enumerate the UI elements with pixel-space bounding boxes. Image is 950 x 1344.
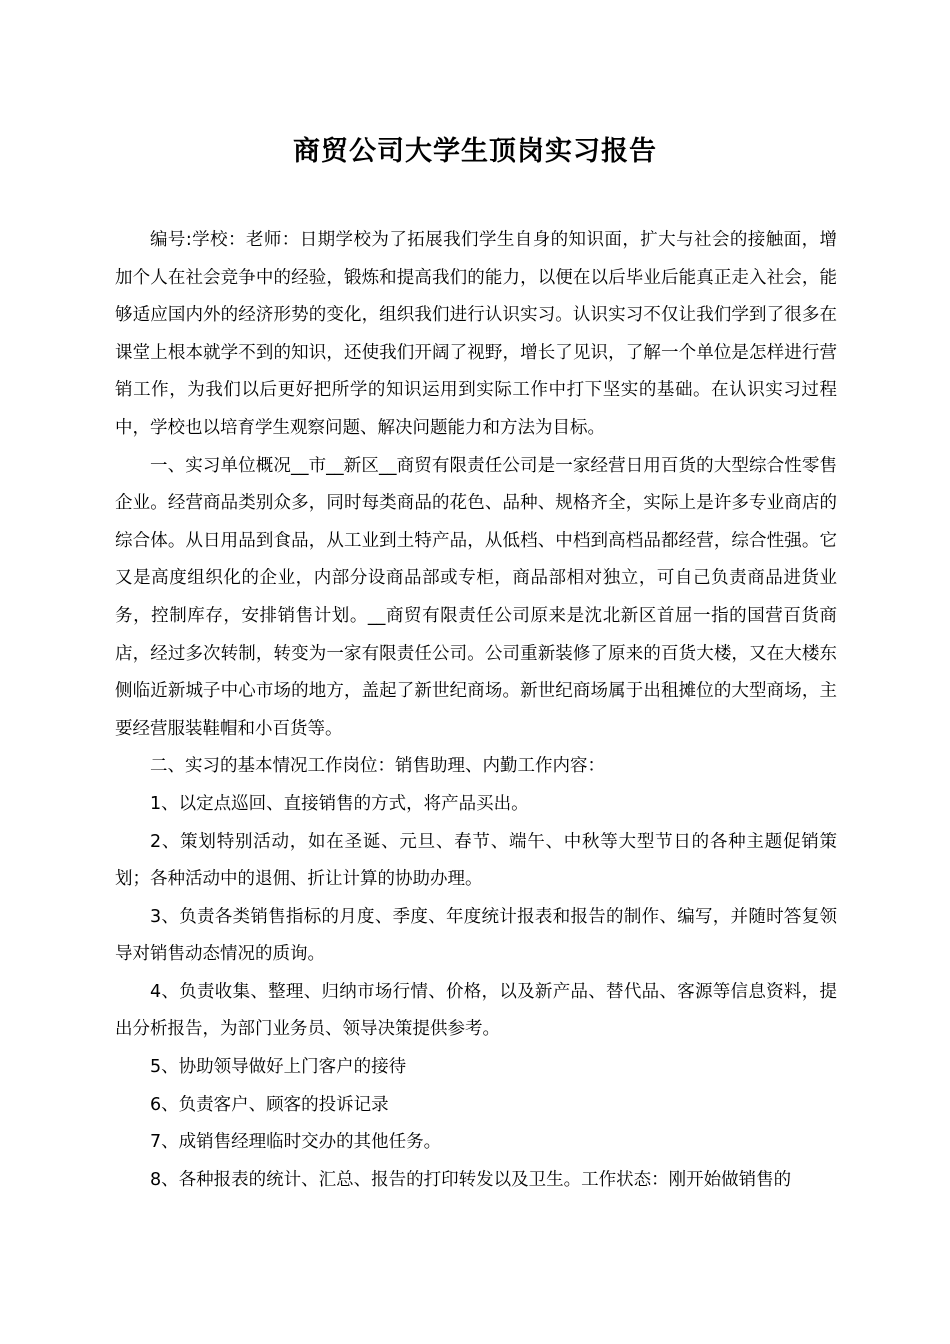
list-item-duty-7: 7、成销售经理临时交办的其他任务。	[150, 1132, 442, 1153]
list-item-duty-1: 1、以定点巡回、直接销售的方式，将产品买出。	[150, 793, 529, 814]
document-title: 商贸公司大学生顶岗实习报告	[293, 136, 657, 167]
paragraph-company-overview: 一、实习单位概况__市__新区__商贸有限责任公司是一家经营日用百货的大型综合性零售企业。经营商品类别众多，同时每类商品的花色、品种、规格齐全，实际上是许多专业商店的综合体。从日用品到食品，从工业到土特产品，从低档、中档到高档品都经营，综合性强。它又是高度组织化的企业，内部分设商品部或专柜，商品部相对独立，可自己负责商品进货业务，控制库存，安排销售计划。__商贸有限责任公司原来是沈北新区首屈一指的国营百货商店，经过多次转制，转变为一家有限责任公司。公司重新装修了原来的百货大楼，又在大楼东侧临近新城子中心市场的地方，盖起了新世纪商场。新世纪商场属于出租摊位的大型商场，主要经营服装鞋帽和小百货等。	[115, 455, 837, 739]
list-item-duty-2: 2、策划特别活动，如在圣诞、元旦、春节、端午、中秋等大型节日的各种主题促销策划；各种活动中的退佣、折让计算的协助办理。	[115, 831, 837, 890]
paragraph-intro: 编号:学校：老师：日期学校为了拓展我们学生自身的知识面，扩大与社会的接触面，增加个人在社会竞争中的经验，锻炼和提高我们的能力，以便在以后毕业后能真正走入社会，能够适应国内外的经济形势的变化，组织我们进行认识实习。认识实习不仅让我们学到了很多在课堂上根本就学不到的知识，还使我们开阔了视野，增长了见识，了解一个单位是怎样进行营销工作，为我们以后更好把所学的知识运用到实际工作中打下坚实的基础。在认识实习过程中，学校也以培育学生观察问题、解决问题能力和方法为目标。	[115, 230, 837, 438]
list-item-duty-4: 4、负责收集、整理、归纳市场行情、价格，以及新产品、替代品、客源等信息资料，提出分析报告，为部门业务员、领导决策提供参考。	[115, 981, 837, 1040]
list-item-duty-8: 8、各种报表的统计、汇总、报告的打印转发以及卫生。工作状态：刚开始做销售的	[150, 1169, 792, 1190]
document-body	[115, 222, 837, 1199]
list-item-duty-5: 5、协助领导做好上门客户的接待	[150, 1057, 407, 1078]
paragraph-basic-info: 二、实习的基本情况工作岗位：销售助理、内勤工作内容：	[150, 756, 605, 777]
list-item-duty-3: 3、负责各类销售指标的月度、季度、年度统计报表和报告的制作、编写，并随时答复领导对销售动态情况的质询。	[115, 906, 837, 965]
list-item-duty-6: 6、负责客户、顾客的投诉记录	[150, 1094, 389, 1115]
